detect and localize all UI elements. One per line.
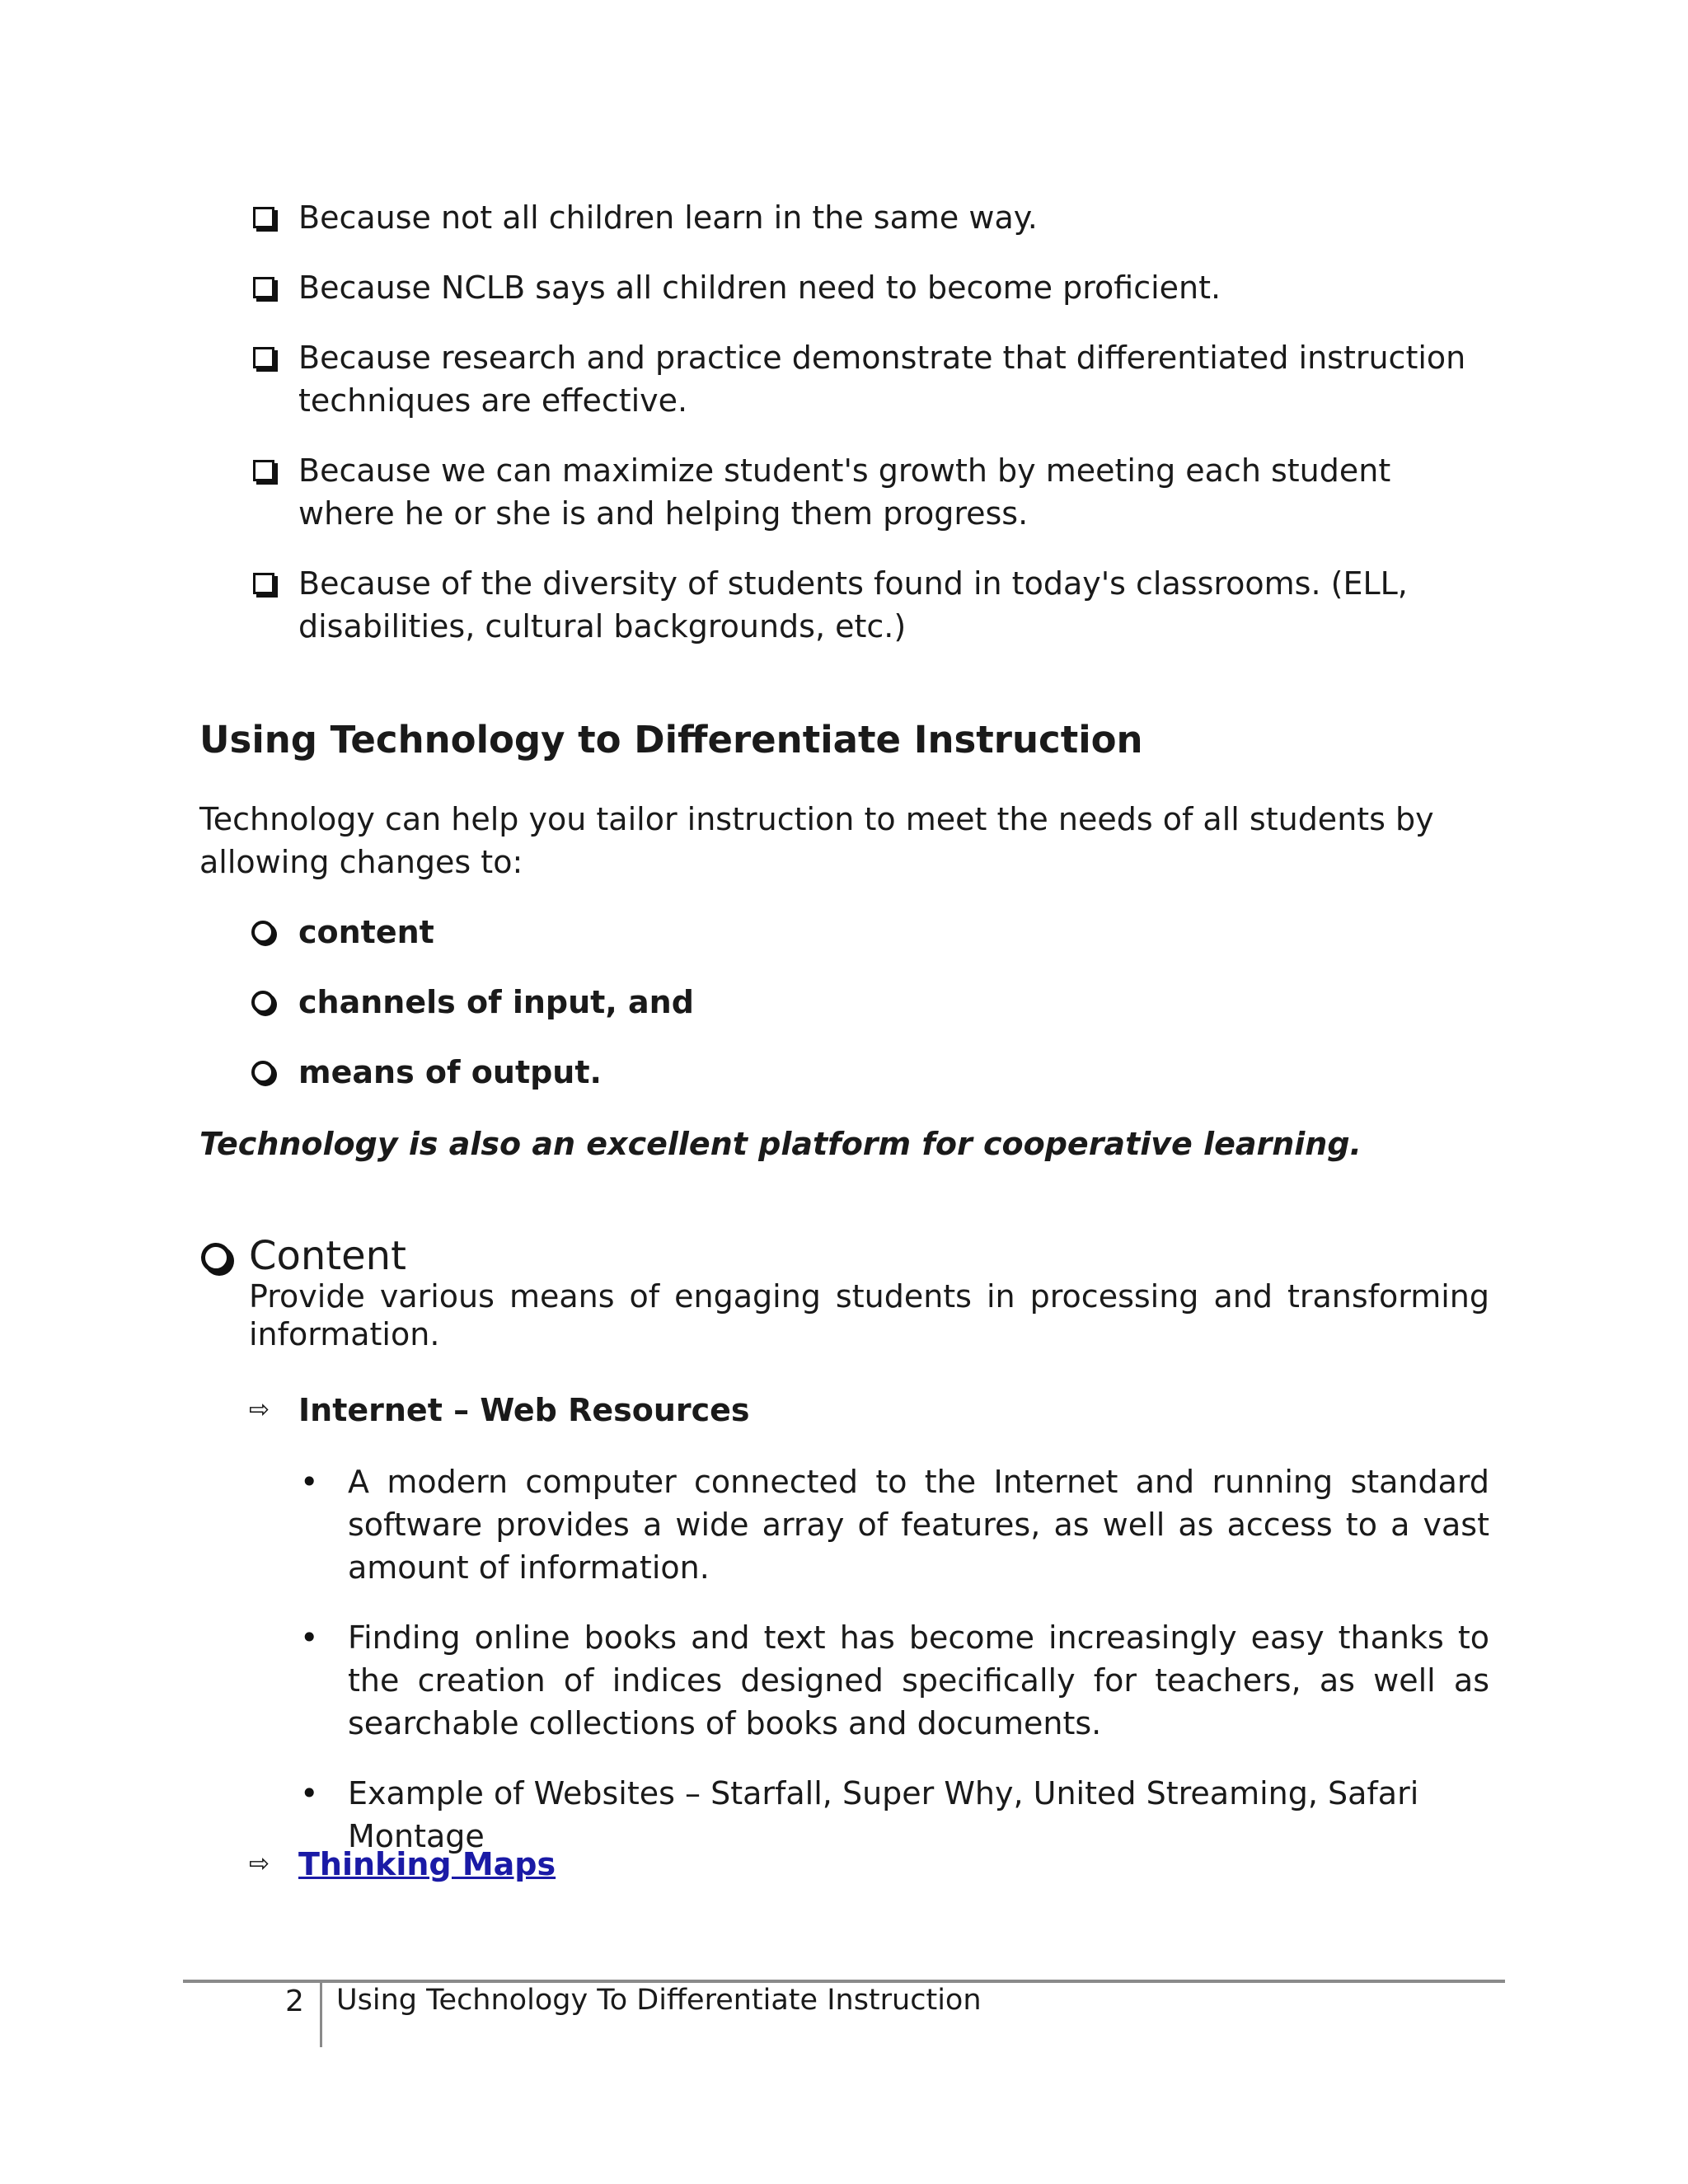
section-intro: Technology can help you tailor instruction to meet the needs of all students by allowing changes to: (199, 801, 1434, 880)
content-description: Provide various means of engaging students in processing and transforming information. (249, 1278, 1489, 1352)
thinking-maps-link[interactable]: Thinking Maps (298, 1846, 556, 1882)
bullet-dot-icon: • (300, 1619, 319, 1656)
bullet-dot-icon: • (300, 1464, 319, 1500)
checkbox-icon (253, 277, 274, 298)
reason-item: Because we can maximize student's growth by meeting each student where he or she is and helping them progress. (298, 452, 1391, 532)
circle-bullet-icon (251, 921, 274, 944)
bullet-dot-icon: • (300, 1775, 319, 1811)
section-heading: Using Technology to Differentiate Instruction (199, 718, 1143, 762)
circle-bullet-icon (251, 1061, 274, 1084)
checkbox-icon (253, 573, 274, 594)
arrow-bullet-icon: ⇨ (249, 1395, 270, 1424)
circle-bullet-icon (251, 991, 274, 1014)
reason-item: Because not all children learn in the same way. (298, 199, 1038, 236)
footer-vertical-divider (320, 1981, 322, 2047)
emphasis-text: Technology is also an excellent platform for cooperative learning. (199, 1126, 1362, 1162)
checkbox-icon (253, 347, 274, 368)
change-item: channels of input, and (298, 984, 694, 1020)
footer-title: Using Technology To Differentiate Instruction (336, 1984, 982, 2017)
resource-bullet: Example of Websites – Starfall, Super Why, United Streaming, Safari Montage (348, 1775, 1419, 1854)
checkbox-icon (253, 460, 274, 481)
page-number: 2 (285, 1985, 304, 2018)
change-item: means of output. (298, 1054, 602, 1090)
resource-bullet: A modern computer connected to the Internet and running standard software provides a wide array of features, as well as access to a vast amount of information. (348, 1464, 1489, 1586)
change-item: content (298, 914, 434, 950)
resource-bullet: Finding online books and text has become increasingly easy thanks to the creation of indices designed specifically for teachers, as well as searchable collections of books and documents. (348, 1619, 1489, 1741)
reason-item: Because NCLB says all children need to become proficient. (298, 269, 1221, 306)
circle-bullet-icon (201, 1243, 231, 1272)
content-heading: Content (249, 1233, 406, 1279)
checkbox-icon (253, 207, 274, 228)
reason-item: Because of the diversity of students found in today's classrooms. (ELL, disabilities, cultural backgrounds, etc.) (298, 565, 1408, 644)
reason-item: Because research and practice demonstrate that differentiated instruction techniques are effective. (298, 340, 1466, 419)
arrow-bullet-icon: ⇨ (249, 1849, 270, 1878)
subsection-title: Internet – Web Resources (298, 1392, 750, 1428)
